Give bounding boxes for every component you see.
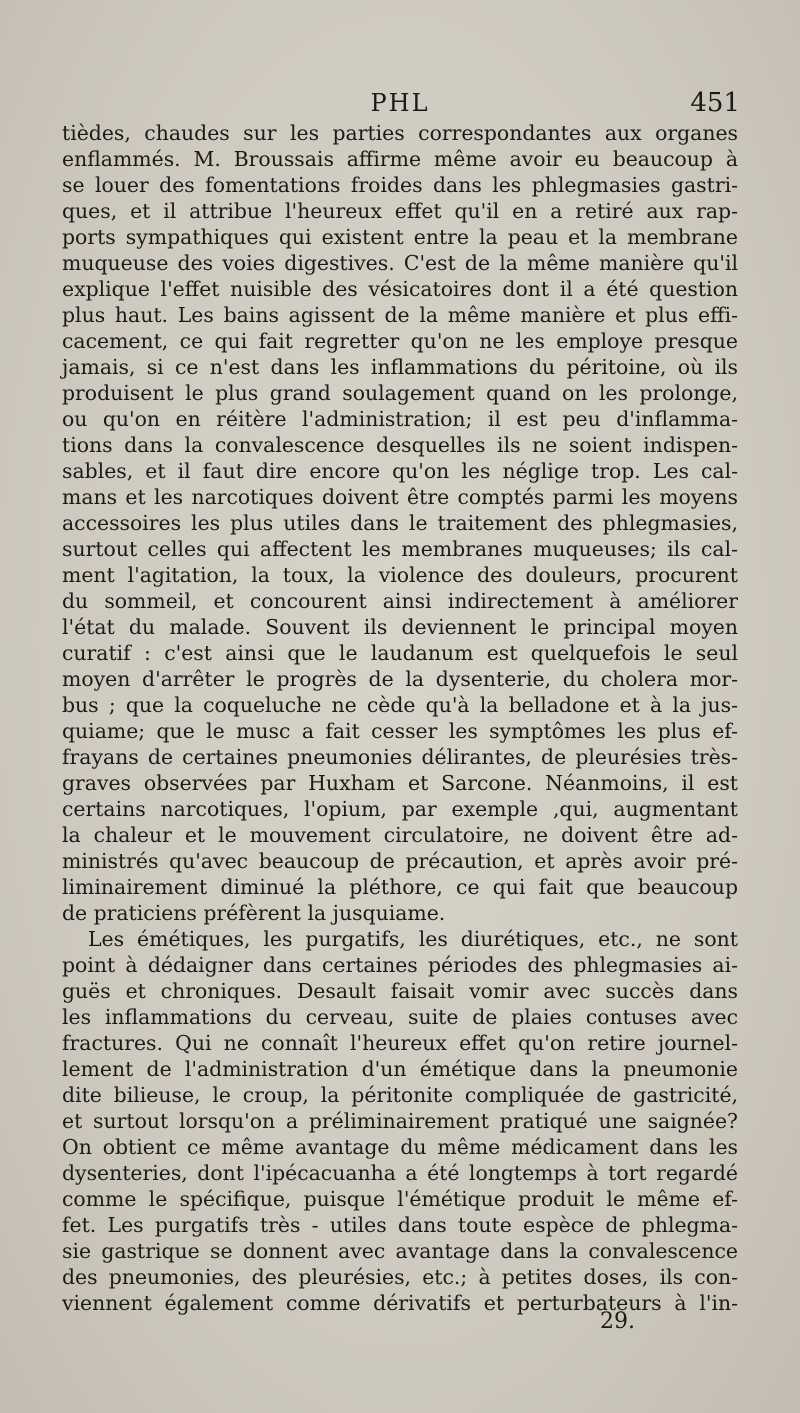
signature-mark: 29. xyxy=(600,1309,635,1334)
text-line: curatif : c'est ainsi que le laudanum est quelquefois le seul xyxy=(62,641,738,665)
text-line: Les émétiques, les purgatifs, les diurétiques, etc., ne sont xyxy=(88,927,738,951)
text-line: surtout celles qui affectent les membranes muqueuses; ils cal- xyxy=(62,537,738,561)
page-header xyxy=(62,88,738,122)
text-line: viennent également comme dérivatifs et perturbateurs à l'in- xyxy=(62,1291,738,1315)
text-line: enflammés. M. Broussais affirme même avoir eu beaucoup à xyxy=(62,147,738,171)
text-line: bus ; que la coqueluche ne cède qu'à la belladone et à la jus- xyxy=(62,693,738,717)
text-line: liminairement diminué la pléthore, ce qui fait que beaucoup xyxy=(62,875,738,899)
text-line: sie gastrique se donnent avec avantage dans la convalescence xyxy=(62,1239,738,1263)
text-line: frayans de certaines pneumonies délirantes, de pleurésies très- xyxy=(62,745,738,769)
text-line: sables, et il faut dire encore qu'on les néglige trop. Les cal- xyxy=(62,459,738,483)
text-line: dite bilieuse, le croup, la péritonite compliquée de gastricité, xyxy=(62,1083,738,1107)
text-line: du sommeil, et concourent ainsi indirectement à améliorer xyxy=(62,589,738,613)
text-line: muqueuse des voies digestives. C'est de la même manière qu'il xyxy=(62,251,738,275)
text-line: tions dans la convalescence desquelles ils ne soient indispen- xyxy=(62,433,738,457)
text-line: explique l'effet nuisible des vésicatoires dont il a été question xyxy=(62,277,738,301)
text-line: dysenteries, dont l'ipécacuanha a été longtemps à tort regardé xyxy=(62,1161,738,1185)
running-head: PHL xyxy=(370,89,430,117)
text-line: point à dédaigner dans certaines périodes des phlegmasies ai- xyxy=(62,953,738,977)
text-line: des pneumonies, des pleurésies, etc.; à petites doses, ils con- xyxy=(62,1265,738,1289)
text-line: lement de l'administration d'un émétique dans la pneumonie xyxy=(62,1057,738,1081)
paragraph xyxy=(62,120,738,926)
page-number: 451 xyxy=(690,88,740,118)
text-line: On obtient ce même avantage du même médicament dans les xyxy=(62,1135,738,1159)
text-line: ou qu'on en réitère l'administration; il est peu d'inflamma- xyxy=(62,407,738,431)
text-line: tièdes, chaudes sur les parties correspondantes aux organes xyxy=(62,121,738,145)
text-line: accessoires les plus utiles dans le traitement des phlegmasies, xyxy=(62,511,738,535)
paragraph xyxy=(62,926,738,1316)
text-line: mans et les narcotiques doivent être comptés parmi les moyens xyxy=(62,485,738,509)
text-line: ministrés qu'avec beaucoup de précaution, et après avoir pré- xyxy=(62,849,738,873)
text-line: ques, et il attribue l'heureux effet qu'il en a retiré aux rap- xyxy=(62,199,738,223)
text-line: quiame; que le musc a fait cesser les symptômes les plus ef- xyxy=(62,719,738,743)
text-line: certains narcotiques, l'opium, par exemple ,qui, augmentant xyxy=(62,797,738,821)
text-line: graves observées par Huxham et Sarcone. Néanmoins, il est xyxy=(62,771,738,795)
text-line: la chaleur et le mouvement circulatoire, ne doivent être ad- xyxy=(62,823,738,847)
text-line: de praticiens préfèrent la jusquiame. xyxy=(62,901,446,925)
text-line: ment l'agitation, la toux, la violence des douleurs, procurent xyxy=(62,563,738,587)
text-line: et surtout lorsqu'on a préliminairement pratiqué une saignée? xyxy=(62,1109,738,1133)
text-line: comme le spécifique, puisque l'émétique produit le même ef- xyxy=(62,1187,738,1211)
text-line: moyen d'arrêter le progrès de la dysenterie, du cholera mor- xyxy=(62,667,738,691)
body-text xyxy=(62,120,738,1316)
text-line: l'état du malade. Souvent ils deviennent le principal moyen xyxy=(62,615,738,639)
text-line: cacement, ce qui fait regretter qu'on ne les employe presque xyxy=(62,329,738,353)
text-line: jamais, si ce n'est dans les inflammations du péritoine, où ils xyxy=(62,355,738,379)
text-line: ports sympathiques qui existent entre la peau et la membrane xyxy=(62,225,738,249)
text-line: produisent le plus grand soulagement quand on les prolonge, xyxy=(62,381,738,405)
text-line: les inflammations du cerveau, suite de plaies contuses avec xyxy=(62,1005,738,1029)
text-line: se louer des fomentations froides dans les phlegmasies gastri- xyxy=(62,173,738,197)
text-line: fet. Les purgatifs très - utiles dans toute espèce de phlegma- xyxy=(62,1213,738,1237)
text-line: guës et chroniques. Desault faisait vomir avec succès dans xyxy=(62,979,738,1003)
text-line: fractures. Qui ne connaît l'heureux effet qu'on retire journel- xyxy=(62,1031,738,1055)
text-line: plus haut. Les bains agissent de la même manière et plus effi- xyxy=(62,303,738,327)
